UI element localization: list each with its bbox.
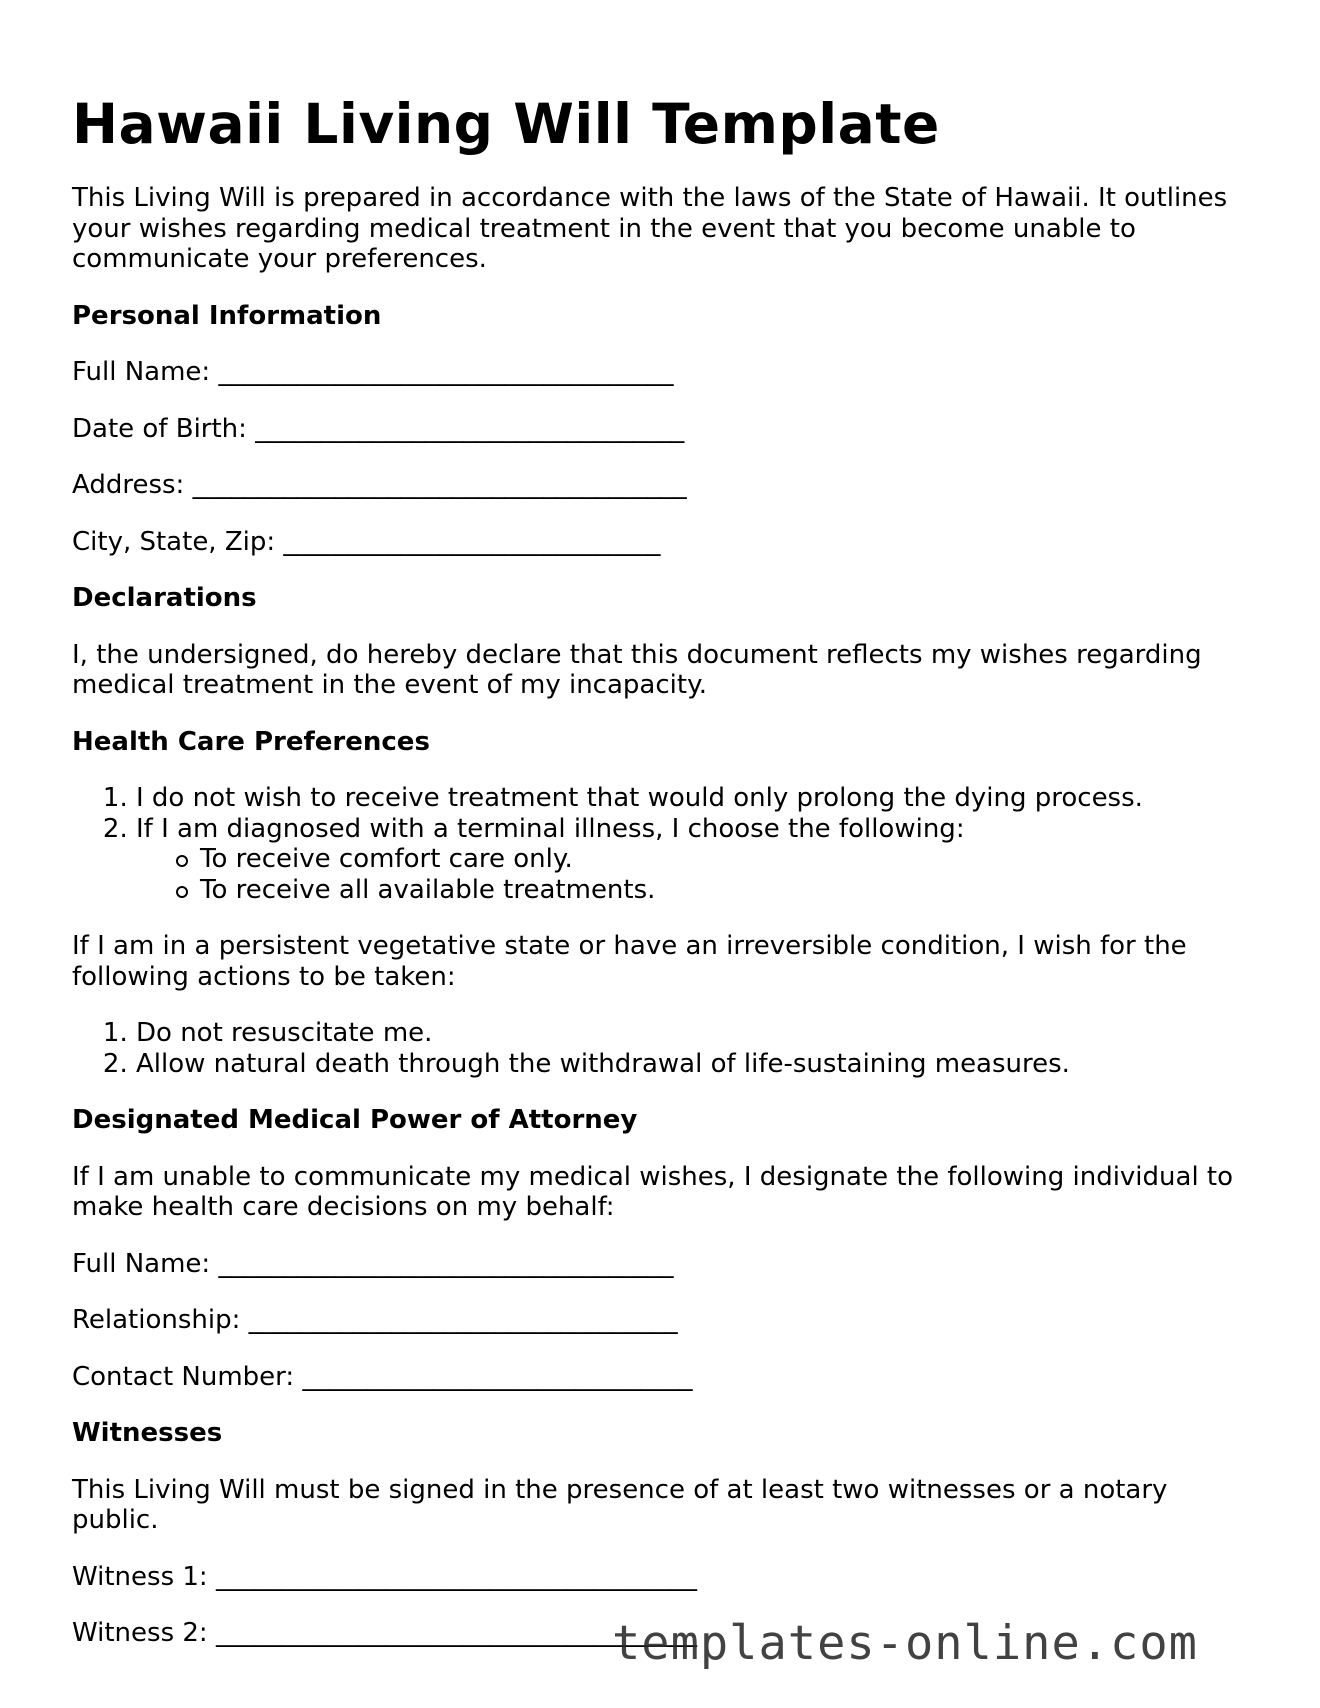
witness-2-blank[interactable]: _____________________________________	[215, 1618, 697, 1648]
city-state-zip-field	[72, 527, 1252, 558]
city-state-zip-label: City, State, Zip:	[72, 526, 276, 557]
witness-2-label: Witness 2:	[72, 1618, 208, 1648]
list-item: 1. Do not resuscitate me.	[136, 1018, 1252, 1049]
dob-label: Date of Birth:	[72, 413, 247, 444]
relationship-field	[72, 1305, 1252, 1336]
poa-full-name-blank[interactable]: ___________________________________	[218, 1248, 674, 1279]
list-item	[200, 875, 1252, 906]
dob-blank[interactable]: _________________________________	[255, 413, 685, 444]
relationship-blank[interactable]: _________________________________	[248, 1305, 678, 1335]
circle-bullet-icon	[176, 855, 188, 867]
witnesses-text: This Living Will must be signed in the presence of at least two witnesses or a notary public.	[72, 1474, 1168, 1535]
relationship-label: Relationship:	[72, 1305, 241, 1335]
preferences-heading: Health Care Preferences	[72, 726, 430, 757]
full-name-blank[interactable]: ___________________________________	[218, 357, 674, 387]
list-item: 2. Allow natural death through the withdrawal of life-sustaining measures.	[136, 1049, 1252, 1080]
personal-info-heading: Personal Information	[72, 300, 382, 331]
list-item	[136, 814, 1252, 906]
list-item-text: If I am diagnosed with a terminal illness, I choose the following:	[136, 813, 965, 844]
list-item	[200, 844, 1252, 875]
witness-1-label: Witness 1:	[72, 1561, 208, 1592]
circle-bullet-icon	[176, 886, 188, 898]
document-title: Hawaii Living Will Template	[72, 92, 940, 156]
full-name-label: Full Name:	[72, 357, 211, 387]
document-page	[72, 0, 1252, 1649]
contact-number-blank[interactable]: ______________________________	[302, 1361, 693, 1392]
poa-heading: Designated Medical Power of Attorney	[72, 1105, 638, 1135]
vegetative-paragraph: If I am in a persistent vegetative state or have an irreversible condition, I wish for the following actions to be taken:	[72, 931, 1187, 992]
preferences-list	[72, 783, 1252, 905]
address-label: Address:	[72, 470, 185, 500]
poa-full-name-label: Full Name:	[72, 1248, 211, 1279]
terminal-options-list	[136, 844, 1252, 905]
full-name-field	[72, 357, 1252, 388]
intro-paragraph: This Living Will is prepared in accordance with the laws of the State of Hawaii. It outlines your wishes regarding medical treatment in the event that you become unable to communicate your preferences.	[72, 183, 1228, 274]
witness-1-field	[72, 1562, 1252, 1593]
list-item-text: To receive comfort care only.	[200, 844, 573, 874]
watermark: templates-online.com	[612, 1616, 1198, 1671]
address-blank[interactable]: ______________________________________	[192, 470, 687, 500]
actions-list	[72, 1018, 1252, 1079]
dob-field	[72, 414, 1252, 445]
list-item-text: To receive all available treatments.	[200, 874, 656, 905]
witnesses-heading: Witnesses	[72, 1418, 223, 1448]
city-state-zip-blank[interactable]: _____________________________	[283, 526, 661, 557]
declarations-text: I, the undersigned, do hereby declare that this document reflects my wishes regarding medical treatment in the event of my incapacity.	[72, 639, 1202, 700]
poa-full-name-field	[72, 1249, 1252, 1280]
poa-text: If I am unable to communicate my medical wishes, I designate the following individual to make health care decisions on my behalf:	[72, 1161, 1234, 1222]
contact-number-field	[72, 1362, 1252, 1393]
declarations-heading: Declarations	[72, 583, 257, 613]
witness-1-blank[interactable]: _____________________________________	[215, 1561, 697, 1592]
list-item: 1. I do not wish to receive treatment that would only prolong the dying process.	[136, 783, 1252, 814]
address-field	[72, 470, 1252, 501]
contact-number-label: Contact Number:	[72, 1361, 295, 1392]
